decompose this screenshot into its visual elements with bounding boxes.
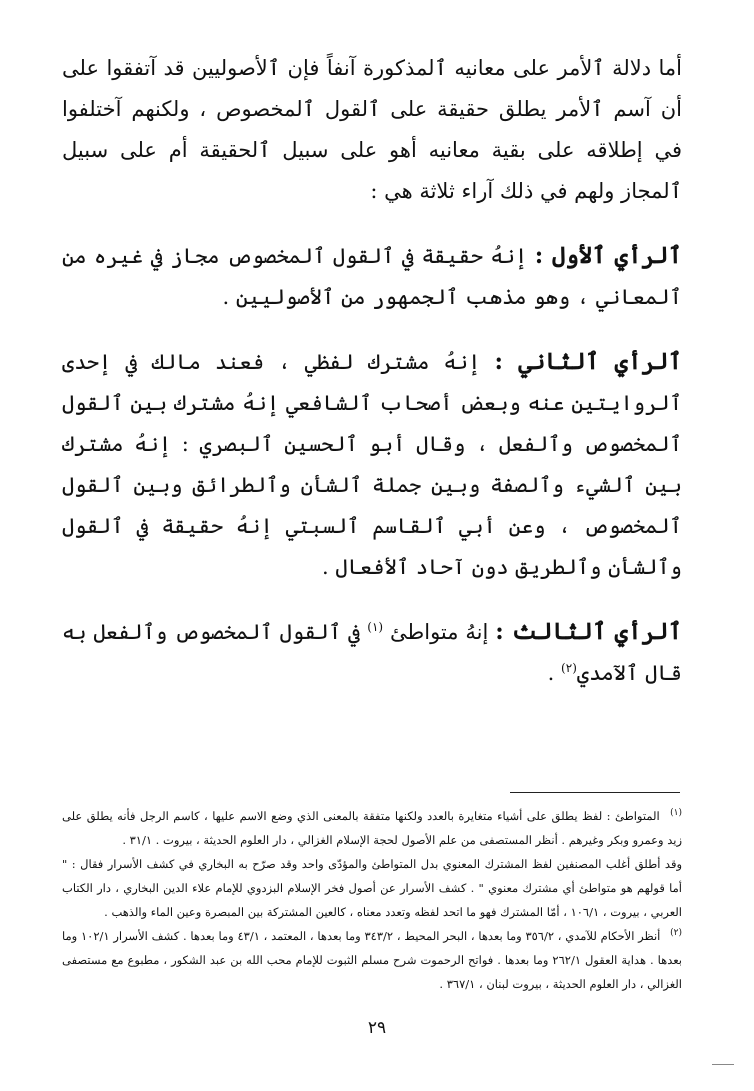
scan-corner-mark: [712, 1064, 734, 1065]
second-opinion-heading: ٱلرأي ٱلثاني :: [494, 348, 682, 375]
first-opinion-text: إنهُ حقيقة في ٱلقول ٱلمخصوص مجاز في غيره من ٱلمعاني ، وهو مذهب ٱلجمهور من ٱلأصوليين .: [62, 244, 682, 309]
main-text: [62, 48, 682, 694]
second-opinion-text: إنهُ مشترك لفظي ، فعند مالك في إحدى ٱلروايتين عنه وبعض أصحاب ٱلشافعي إنهُ مشترك بين ٱلقول ٱلمخصوص وٱلفعل ، وقال أبو ٱلحسين ٱلبصري : إنهُ مشترك بين ٱلشيء وٱلصفة وبين جملة ٱلشأن وٱلطرائق وبين ٱلقول ٱلمخصوص ، وعن أبي ٱلقاسم ٱلسبتي إنهُ حقيقة في ٱلقول وٱلشأن وٱلطريق دون آحاد ٱلأفعال .: [62, 350, 682, 579]
footnote-2-number: (٢): [670, 928, 683, 939]
footnote-1-text-b: وقد أطلق أغلب المصنفين لفظ المشترك المعنوي بدل المتواطئ والمؤدّى واحد وقد صرّح به البخاري في كشف الأسرار فقال : " أما قولهم هو متواطئ أي مشترك معنوي " . كشف الأسرار عن أصول فخر الإسلام البزدوي للإمام علاء الدين البخاري ، دار الكتاب العربي ، بيروت ، ١٠٦/١ ، أمّا المشترك فهو ما اتحد لفظه وتعدد معناه ، كالعين المشتركة بين المبصرة وعين الماء والذهب .: [62, 857, 682, 919]
page-number: ٢٩: [367, 1018, 387, 1038]
footnote-ref-2[interactable]: (٢): [561, 661, 577, 675]
footnote-1-text-a: المتواطئ : لفظ يطلق على أشياء متغايرة بالعدد ولكنها متفقة بالمعنى الذي وضع الاسم عليها ، كاسم الرجل فأنه يطلق على زيد وعمرو وبكر وغيرهم . أنظر المستصفى من علم الأصول لحجة الإسلام الغزالي ، دار العلوم الحديثة ، بيروت . ٣١/١ .: [62, 809, 682, 847]
third-opinion-heading: ٱلرأي ٱلثالث :: [495, 618, 682, 645]
first-opinion-heading: ٱلرأي ٱلأول :: [534, 242, 682, 269]
third-opinion-paragraph: [62, 611, 682, 694]
footnote-2-text: أنظر الأحكام للآمدي ، ٣٥٦/٢ وما بعدها ، البحر المحيط ، ٣٤٣/٢ وما بعدها ، المعتمد ، ٤٣/١ وما بعدها . كشف الأسرار ١٠٢/١ وما بعدها . هداية العقول ٢٦٢/١ وما بعدها . فواتح الرحموت شرح مسلم الثبوت للإمام محب الله بن عبد الشكور ، مطبوع مع مستصفى الغزالي ، دار العلوم الحديثة ، بيروت لبنان ، ٣٦٧/١ .: [62, 929, 682, 991]
intro-paragraph: [62, 48, 682, 212]
footnote-ref-1[interactable]: (١): [367, 620, 384, 634]
third-opinion-text-b: في ٱلقول ٱلمخصوص وٱلفعل به قال ٱلآمدي: [62, 620, 682, 685]
footnote-1: [62, 804, 682, 852]
footnote-2: [62, 924, 682, 996]
first-opinion-paragraph: [62, 235, 682, 318]
footnotes: [62, 804, 682, 996]
third-opinion-text-c: .: [547, 661, 555, 685]
footnote-separator: [510, 792, 680, 793]
footnote-1-number: (١): [670, 808, 683, 819]
third-opinion-text-a: إنهُ متواطئ: [390, 620, 489, 644]
second-opinion-paragraph: [62, 341, 682, 588]
footnote-1-continued: [62, 852, 682, 924]
intro-text: أما دلالة ٱلأمر على معانيه ٱلمذكورة آنفاً فإن ٱلأصوليين قد آتفقوا على أن آسم ٱلأمر يطلق حقيقة على ٱلقول ٱلمخصوص ، ولكنهم آختلفوا في إطلاقه على بقية معانيه أهو على سبيل ٱلحقيقة أم على سبيل ٱلمجاز ولهم في ذلك آراء ثلاثة هي :: [62, 56, 682, 203]
